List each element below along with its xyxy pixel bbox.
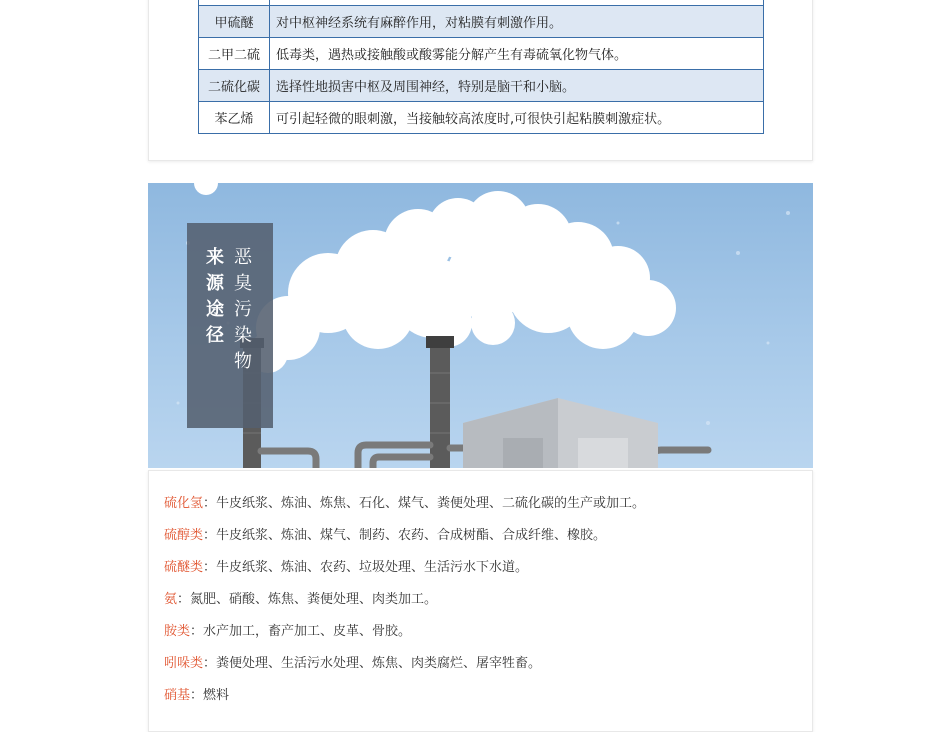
separator: ： bbox=[203, 560, 217, 575]
list-item bbox=[164, 652, 645, 684]
list-item bbox=[164, 556, 645, 588]
list-item bbox=[164, 684, 645, 716]
pollutant-name: 硫醇类 bbox=[164, 528, 204, 543]
table-row bbox=[199, 38, 764, 70]
gas-name: 二硫化碳 bbox=[199, 70, 270, 102]
gas-name: 二甲二硫 bbox=[199, 38, 270, 70]
pollutant-sources: 牛皮纸浆、炼油、炼焦、石化、煤气、粪便处理、二硫化碳的生产或加工。 bbox=[216, 496, 646, 511]
list-item bbox=[164, 620, 645, 652]
pollutant-sources: 牛皮纸浆、炼油、农药、垃圾处理、生活污水下水道。 bbox=[216, 560, 529, 575]
gas-name: 甲硫醚 bbox=[199, 6, 270, 38]
source-tag-box bbox=[187, 223, 273, 428]
separator: ： bbox=[190, 624, 204, 639]
table-row bbox=[199, 6, 764, 38]
gas-effect: 对中枢神经系统有麻醉作用，对粘膜有刺激作用。 bbox=[270, 6, 764, 38]
source-list bbox=[164, 492, 645, 716]
gas-effects-table bbox=[198, 0, 764, 134]
list-item bbox=[164, 524, 645, 556]
separator: ： bbox=[203, 656, 217, 671]
pollutant-sources: 氮肥、硝酸、炼焦、粪便处理、肉类加工。 bbox=[190, 592, 438, 607]
tag-title-source: 来源途径 bbox=[206, 247, 224, 346]
separator: ： bbox=[203, 528, 217, 543]
tag-title-pollutant: 恶臭污染物 bbox=[234, 247, 252, 372]
table-row bbox=[199, 102, 764, 134]
pollutant-sources: 燃料 bbox=[203, 688, 230, 703]
pollutant-name: 硫醚类 bbox=[164, 560, 204, 575]
pollutant-name: 氨 bbox=[164, 592, 178, 607]
list-item bbox=[164, 492, 645, 524]
pollutant-name: 胺类 bbox=[164, 624, 191, 639]
pollutant-name: 吲哚类 bbox=[164, 656, 204, 671]
separator: ： bbox=[190, 688, 204, 703]
pollutant-sources: 粪便处理、生活污水处理、炼焦、肉类腐烂、屠宰牲畜。 bbox=[216, 656, 542, 671]
gas-effect: 选择性地损害中枢及周围神经，特别是脑干和小脑。 bbox=[270, 70, 764, 102]
pollutant-sources: 水产加工，畜产加工、皮革、骨胶。 bbox=[203, 624, 412, 639]
list-item bbox=[164, 588, 645, 620]
gas-effect: 低毒类，遇热或接触酸或酸雾能分解产生有毒硫氧化物气体。 bbox=[270, 38, 764, 70]
separator: ： bbox=[177, 592, 191, 607]
table-row bbox=[199, 70, 764, 102]
separator: ： bbox=[203, 496, 217, 511]
gas-name: 苯乙烯 bbox=[199, 102, 270, 134]
pollutant-name: 硝基 bbox=[164, 688, 191, 703]
pollutant-sources: 牛皮纸浆、炼油、煤气、制药、农药、合成树酯、合成纤维、橡胶。 bbox=[216, 528, 607, 543]
gas-effect: 可引起轻微的眼刺激，当接触较高浓度时,可很快引起粘膜刺激症状。 bbox=[270, 102, 764, 134]
pollutant-name: 硫化氢 bbox=[164, 496, 204, 511]
